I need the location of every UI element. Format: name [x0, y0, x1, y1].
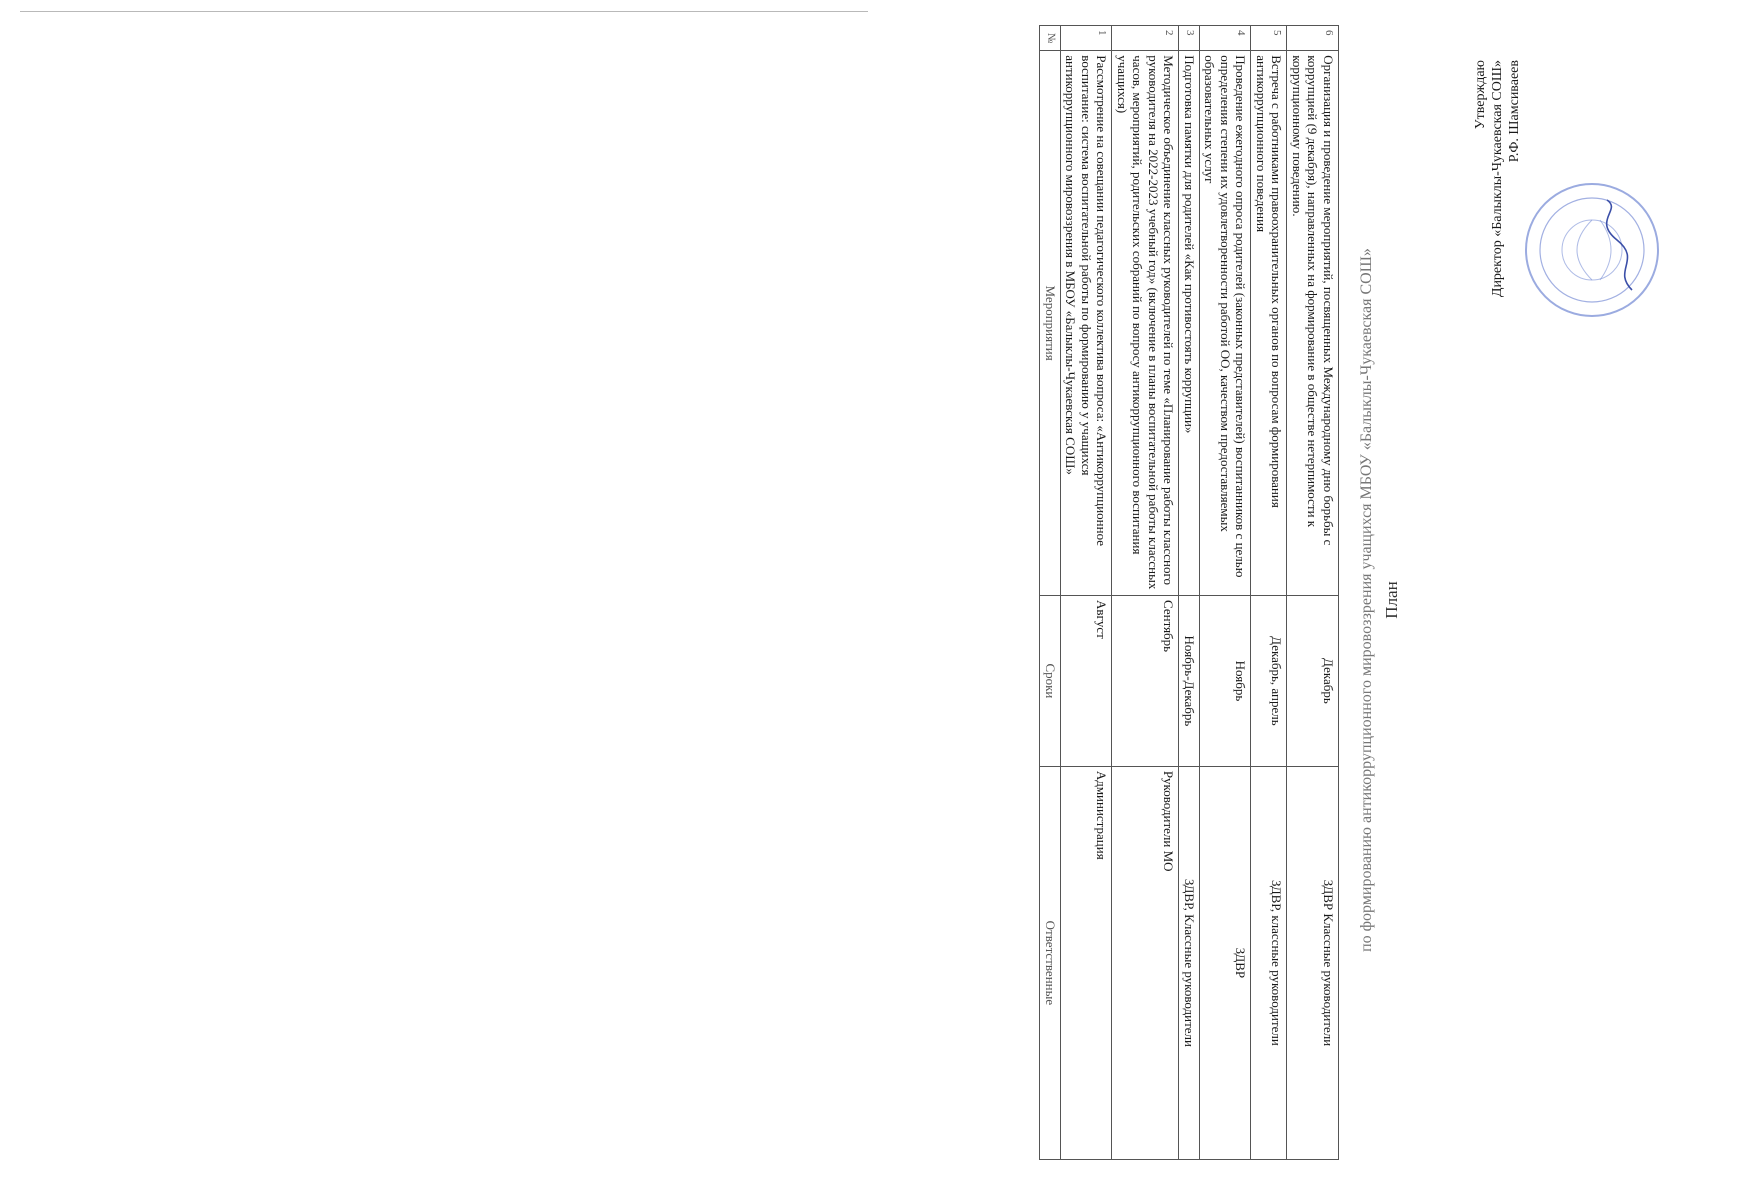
approval-line-director: Директор «Балыклы-Чукаевская СОШ»: [1490, 60, 1505, 298]
document-title: План: [1382, 581, 1401, 619]
table-row: [1179, 26, 1200, 1160]
cell-activity: Рассмотрение на совещании педагогического коллектива вопроса: «Антикоррупционное воспитание: система воспитательной работы по формированию у учащихся антикоррупционного мировоззрения в МБОУ «Балыклы-Чукаевская СОШ»: [1061, 51, 1113, 596]
table-header-row: [1040, 26, 1061, 1160]
table-row: [1287, 26, 1339, 1160]
table-row: [1200, 26, 1252, 1160]
table-row: [1061, 26, 1113, 1160]
table-container: [872, 0, 1744, 1200]
cell-num: 1: [1061, 26, 1113, 51]
table-row: [1251, 26, 1287, 1160]
cell-term: Сентябрь: [1112, 596, 1179, 767]
header-activity: Мероприятия: [1040, 51, 1061, 596]
cell-num: 5: [1251, 26, 1287, 51]
cell-activity: Встреча с работниками правоохранительных органов по вопросам формирования антикоррупционного поведения: [1251, 51, 1287, 596]
approval-line-approve: Утверждаю: [1473, 60, 1488, 130]
cell-responsible: ЗДВР, Классные руководители: [1179, 766, 1200, 1159]
cell-term: Декабрь: [1287, 596, 1339, 767]
cell-activity: Методическое объединение классных руководителей по теме «Планирование работы классного руководителя на 2022-2023 учебный год» (включение в планы воспитательной работы классных часов, мероприятий, родительских собраний по вопросу антикоррупционного воспитания учащихся): [1112, 51, 1179, 596]
cell-num: 6: [1287, 26, 1339, 51]
cell-term: Декабрь, апрель: [1251, 596, 1287, 767]
cell-responsible: ЗДВР: [1200, 766, 1252, 1159]
table-row: [1112, 26, 1179, 1160]
scan-edge-line: [20, 11, 868, 12]
cell-activity: Подготовка памятки для родителей «Как противостоять коррупции»: [1179, 51, 1200, 596]
cell-num: 2: [1112, 26, 1179, 51]
cell-responsible: ЗДВР, классные руководители: [1251, 766, 1287, 1159]
cell-num: 4: [1200, 26, 1252, 51]
header-term: Сроки: [1040, 596, 1061, 767]
cell-responsible: Руководители МО: [1112, 766, 1179, 1159]
cell-num: 3: [1179, 26, 1200, 51]
cell-activity: Организация и проведение мероприятий, посвященных Международному дню борьбы с коррупцией (9 декабря), направленных на формирование в обществе нетерпимости к коррупционному поведению.: [1287, 51, 1339, 596]
rotated-page: [872, 0, 1744, 1200]
cell-responsible: Администрация: [1061, 766, 1113, 1159]
approval-line-name: Р.Ф. Шамсиваеев: [1507, 60, 1522, 163]
cell-term: Ноябрь: [1200, 596, 1252, 767]
header-num: №: [1040, 26, 1061, 51]
plan-table: [1040, 25, 1340, 1160]
document-subtitle: по формированию антикоррупционного мировоззрения учащихся МБОУ «Балыклы-Чукаевская СОШ»: [1358, 248, 1375, 952]
header-responsible: Ответственные: [1040, 766, 1061, 1159]
cell-activity: Проведение ежегодного опроса родителей (законных представителей) воспитанников с целью определения степени их удовлетворенности работой ОО, качеством предоставляемых образовательных услуг: [1200, 51, 1252, 596]
cell-responsible: ЗДВР Классные руководители: [1287, 766, 1339, 1159]
cell-term: Август: [1061, 596, 1113, 767]
cell-term: Ноябрь-Декабрь: [1179, 596, 1200, 767]
